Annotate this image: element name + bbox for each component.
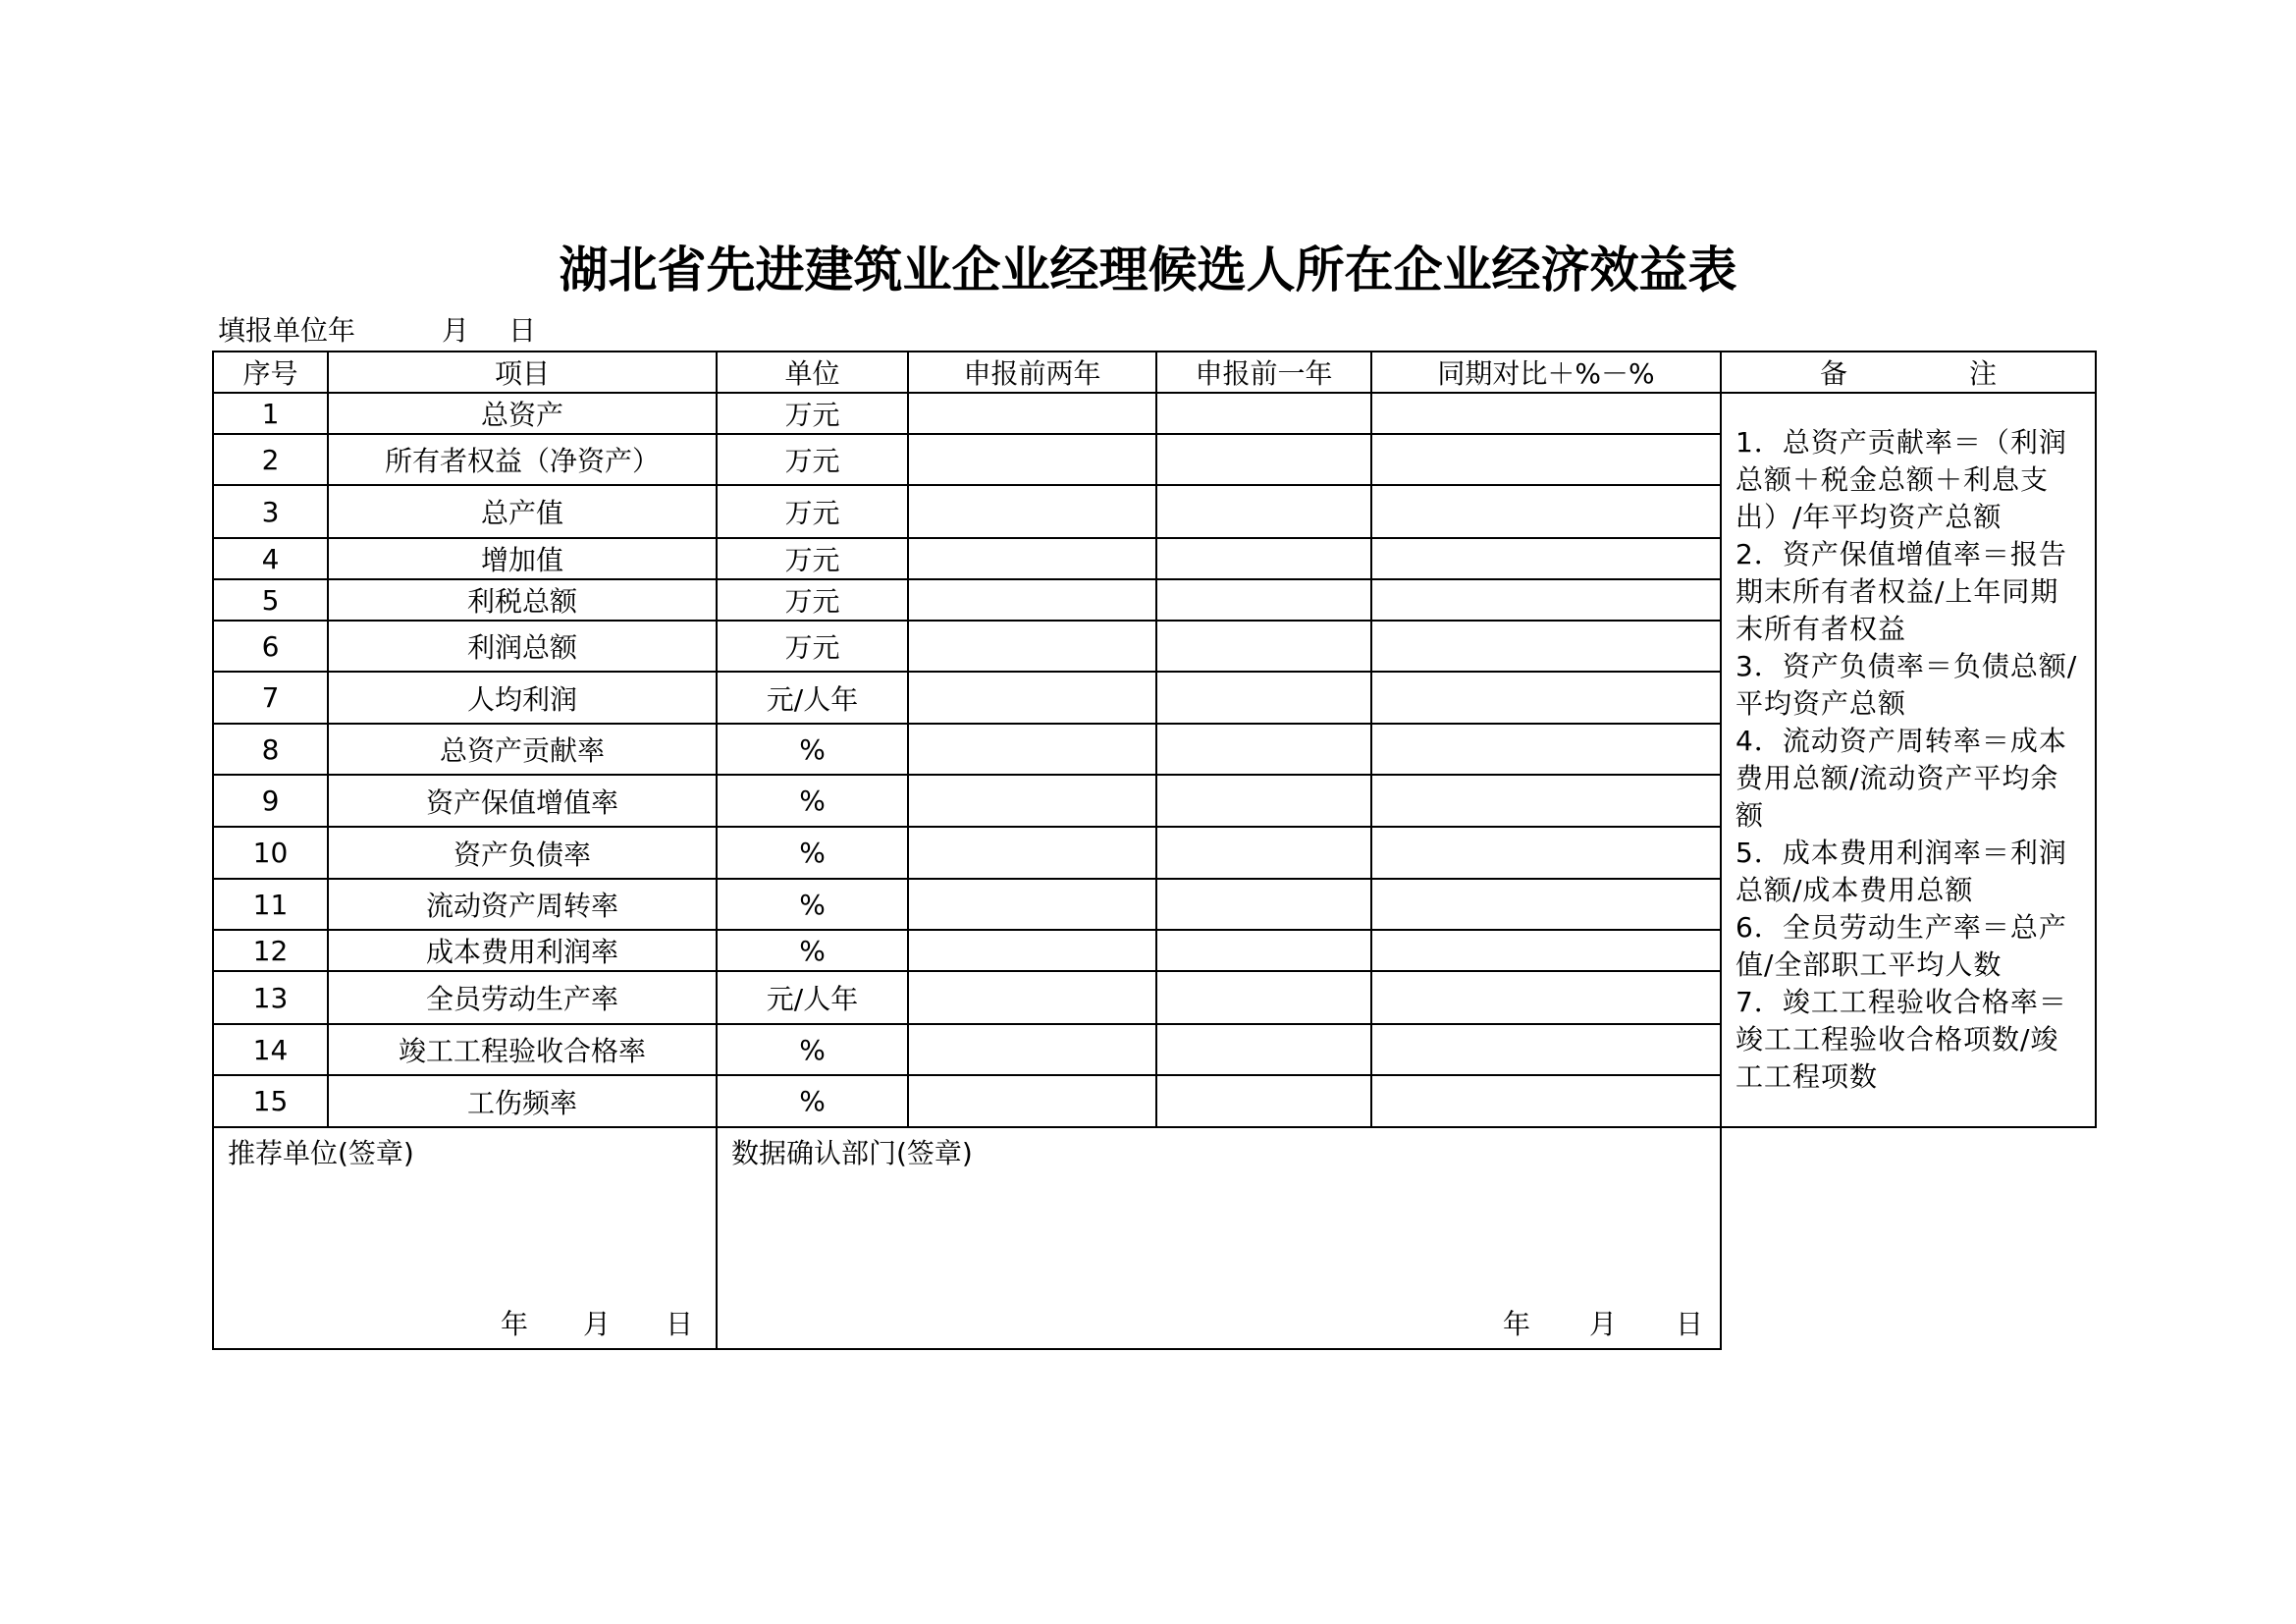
row-seq: 1 (213, 393, 328, 434)
value-cell[interactable] (1371, 485, 1721, 538)
value-cell[interactable] (1156, 538, 1371, 579)
row-unit: % (717, 930, 908, 971)
value-cell[interactable] (1371, 672, 1721, 724)
value-cell[interactable] (1371, 971, 1721, 1024)
recommend-day-label: 日 (666, 1308, 694, 1340)
row-item: 竣工工程验收合格率 (328, 1024, 717, 1075)
value-cell[interactable] (1371, 579, 1721, 621)
value-cell[interactable] (908, 434, 1156, 485)
economic-benefit-table (212, 351, 2097, 1350)
value-cell[interactable] (1371, 621, 1721, 672)
row-item: 资产负债率 (328, 827, 717, 879)
row-item: 流动资产周转率 (328, 879, 717, 930)
data-confirm-signature[interactable] (717, 1127, 1721, 1349)
confirm-date (1503, 1307, 1703, 1342)
value-cell[interactable] (908, 485, 1156, 538)
header-remarks-char-1: 备 (1819, 357, 1847, 390)
value-cell[interactable] (1156, 672, 1371, 724)
row-item: 增加值 (328, 538, 717, 579)
recommend-month-label: 月 (583, 1308, 612, 1340)
row-item: 总产值 (328, 485, 717, 538)
row-unit: % (717, 724, 908, 775)
value-cell[interactable] (1371, 538, 1721, 579)
row-item: 成本费用利润率 (328, 930, 717, 971)
header-yoy-compare: 同期对比＋%－% (1371, 352, 1721, 393)
economic-benefit-form (212, 351, 2095, 1350)
row-unit: 元/人年 (717, 971, 908, 1024)
remarks-notes (1721, 393, 2096, 1127)
table-header-row (213, 352, 2096, 393)
row-unit: 万元 (717, 393, 908, 434)
header-item: 项目 (328, 352, 717, 393)
value-cell[interactable] (908, 538, 1156, 579)
fill-info-line (218, 311, 536, 351)
header-remarks-char-2: 注 (1969, 357, 1998, 390)
value-cell[interactable] (1371, 724, 1721, 775)
data-confirm-label: 数据确认部门(签章) (731, 1137, 973, 1169)
note-item: 3．资产负债率＝负债总额/平均资产总额 (1735, 650, 2078, 720)
value-cell[interactable] (908, 1075, 1156, 1127)
row-unit: % (717, 1024, 908, 1075)
row-seq: 11 (213, 879, 328, 930)
row-seq: 15 (213, 1075, 328, 1127)
note-item: 1．总资产贡献率＝（利润总额＋税金总额＋利息支出）/年平均资产总额 (1735, 426, 2067, 533)
value-cell[interactable] (1156, 724, 1371, 775)
row-item: 利润总额 (328, 621, 717, 672)
value-cell[interactable] (908, 827, 1156, 879)
value-cell[interactable] (1371, 879, 1721, 930)
header-two-years-before: 申报前两年 (908, 352, 1156, 393)
value-cell[interactable] (908, 621, 1156, 672)
value-cell[interactable] (1371, 827, 1721, 879)
fill-month-label: 月 (442, 314, 470, 347)
note-item: 2．资产保值增值率＝报告期末所有者权益/上年同期末所有者权益 (1735, 538, 2067, 645)
header-seq: 序号 (213, 352, 328, 393)
value-cell[interactable] (1156, 827, 1371, 879)
value-cell[interactable] (908, 971, 1156, 1024)
note-item: 6．全员劳动生产率＝总产值/全部职工平均人数 (1735, 911, 2067, 981)
value-cell[interactable] (1371, 1024, 1721, 1075)
row-seq: 14 (213, 1024, 328, 1075)
header-remarks (1721, 352, 2096, 393)
header-one-year-before: 申报前一年 (1156, 352, 1371, 393)
row-unit: 万元 (717, 538, 908, 579)
table-row (213, 393, 2096, 434)
row-unit: 元/人年 (717, 672, 908, 724)
recommend-unit-signature[interactable] (213, 1127, 717, 1349)
confirm-month-label: 月 (1589, 1308, 1618, 1340)
value-cell[interactable] (1156, 971, 1371, 1024)
confirm-year-label: 年 (1503, 1308, 1531, 1340)
row-item: 所有者权益（净资产） (328, 434, 717, 485)
row-seq: 10 (213, 827, 328, 879)
note-item: 7．竣工工程验收合格率＝竣工工程验收合格项数/竣工工程项数 (1735, 986, 2067, 1093)
row-unit: 万元 (717, 579, 908, 621)
row-seq: 12 (213, 930, 328, 971)
row-unit: % (717, 827, 908, 879)
value-cell[interactable] (1371, 930, 1721, 971)
value-cell[interactable] (908, 775, 1156, 827)
value-cell[interactable] (908, 879, 1156, 930)
recommend-date (501, 1307, 693, 1342)
row-seq: 2 (213, 434, 328, 485)
value-cell[interactable] (908, 1024, 1156, 1075)
row-seq: 6 (213, 621, 328, 672)
value-cell[interactable] (1371, 393, 1721, 434)
value-cell[interactable] (1156, 485, 1371, 538)
confirm-day-label: 日 (1676, 1308, 1704, 1340)
row-item: 工伤频率 (328, 1075, 717, 1127)
value-cell[interactable] (1156, 930, 1371, 971)
row-unit: % (717, 1075, 908, 1127)
value-cell[interactable] (1371, 775, 1721, 827)
value-cell[interactable] (1156, 1075, 1371, 1127)
value-cell[interactable] (1156, 579, 1371, 621)
value-cell[interactable] (1156, 879, 1371, 930)
value-cell[interactable] (908, 579, 1156, 621)
row-unit: 万元 (717, 434, 908, 485)
row-unit: 万元 (717, 485, 908, 538)
row-seq: 8 (213, 724, 328, 775)
row-item: 人均利润 (328, 672, 717, 724)
value-cell[interactable] (1156, 434, 1371, 485)
value-cell[interactable] (908, 672, 1156, 724)
row-seq: 13 (213, 971, 328, 1024)
value-cell[interactable] (1156, 621, 1371, 672)
signature-row (213, 1127, 2096, 1349)
row-seq: 9 (213, 775, 328, 827)
row-item: 总资产贡献率 (328, 724, 717, 775)
value-cell[interactable] (908, 724, 1156, 775)
fill-unit-label: 填报单位年 (218, 314, 356, 347)
value-cell[interactable] (1156, 1024, 1371, 1075)
header-unit: 单位 (717, 352, 908, 393)
recommend-unit-label: 推荐单位(签章) (228, 1137, 414, 1169)
value-cell[interactable] (908, 393, 1156, 434)
page-title: 湖北省先进建筑业企业经理候选人所在企业经济效益表 (559, 242, 1737, 298)
fill-day-label: 日 (508, 314, 537, 347)
note-item: 5．成本费用利润率＝利润总额/成本费用总额 (1735, 837, 2067, 906)
row-item: 全员劳动生产率 (328, 971, 717, 1024)
note-item: 4．流动资产周转率＝成本费用总额/流动资产平均余额 (1735, 725, 2067, 832)
row-unit: % (717, 879, 908, 930)
row-seq: 4 (213, 538, 328, 579)
value-cell[interactable] (1371, 1075, 1721, 1127)
row-seq: 5 (213, 579, 328, 621)
row-item: 资产保值增值率 (328, 775, 717, 827)
row-unit: 万元 (717, 621, 908, 672)
value-cell[interactable] (908, 930, 1156, 971)
row-unit: % (717, 775, 908, 827)
row-item: 总资产 (328, 393, 717, 434)
value-cell[interactable] (1156, 775, 1371, 827)
row-seq: 7 (213, 672, 328, 724)
value-cell[interactable] (1156, 393, 1371, 434)
recommend-year-label: 年 (501, 1308, 529, 1340)
row-seq: 3 (213, 485, 328, 538)
value-cell[interactable] (1371, 434, 1721, 485)
row-item: 利税总额 (328, 579, 717, 621)
